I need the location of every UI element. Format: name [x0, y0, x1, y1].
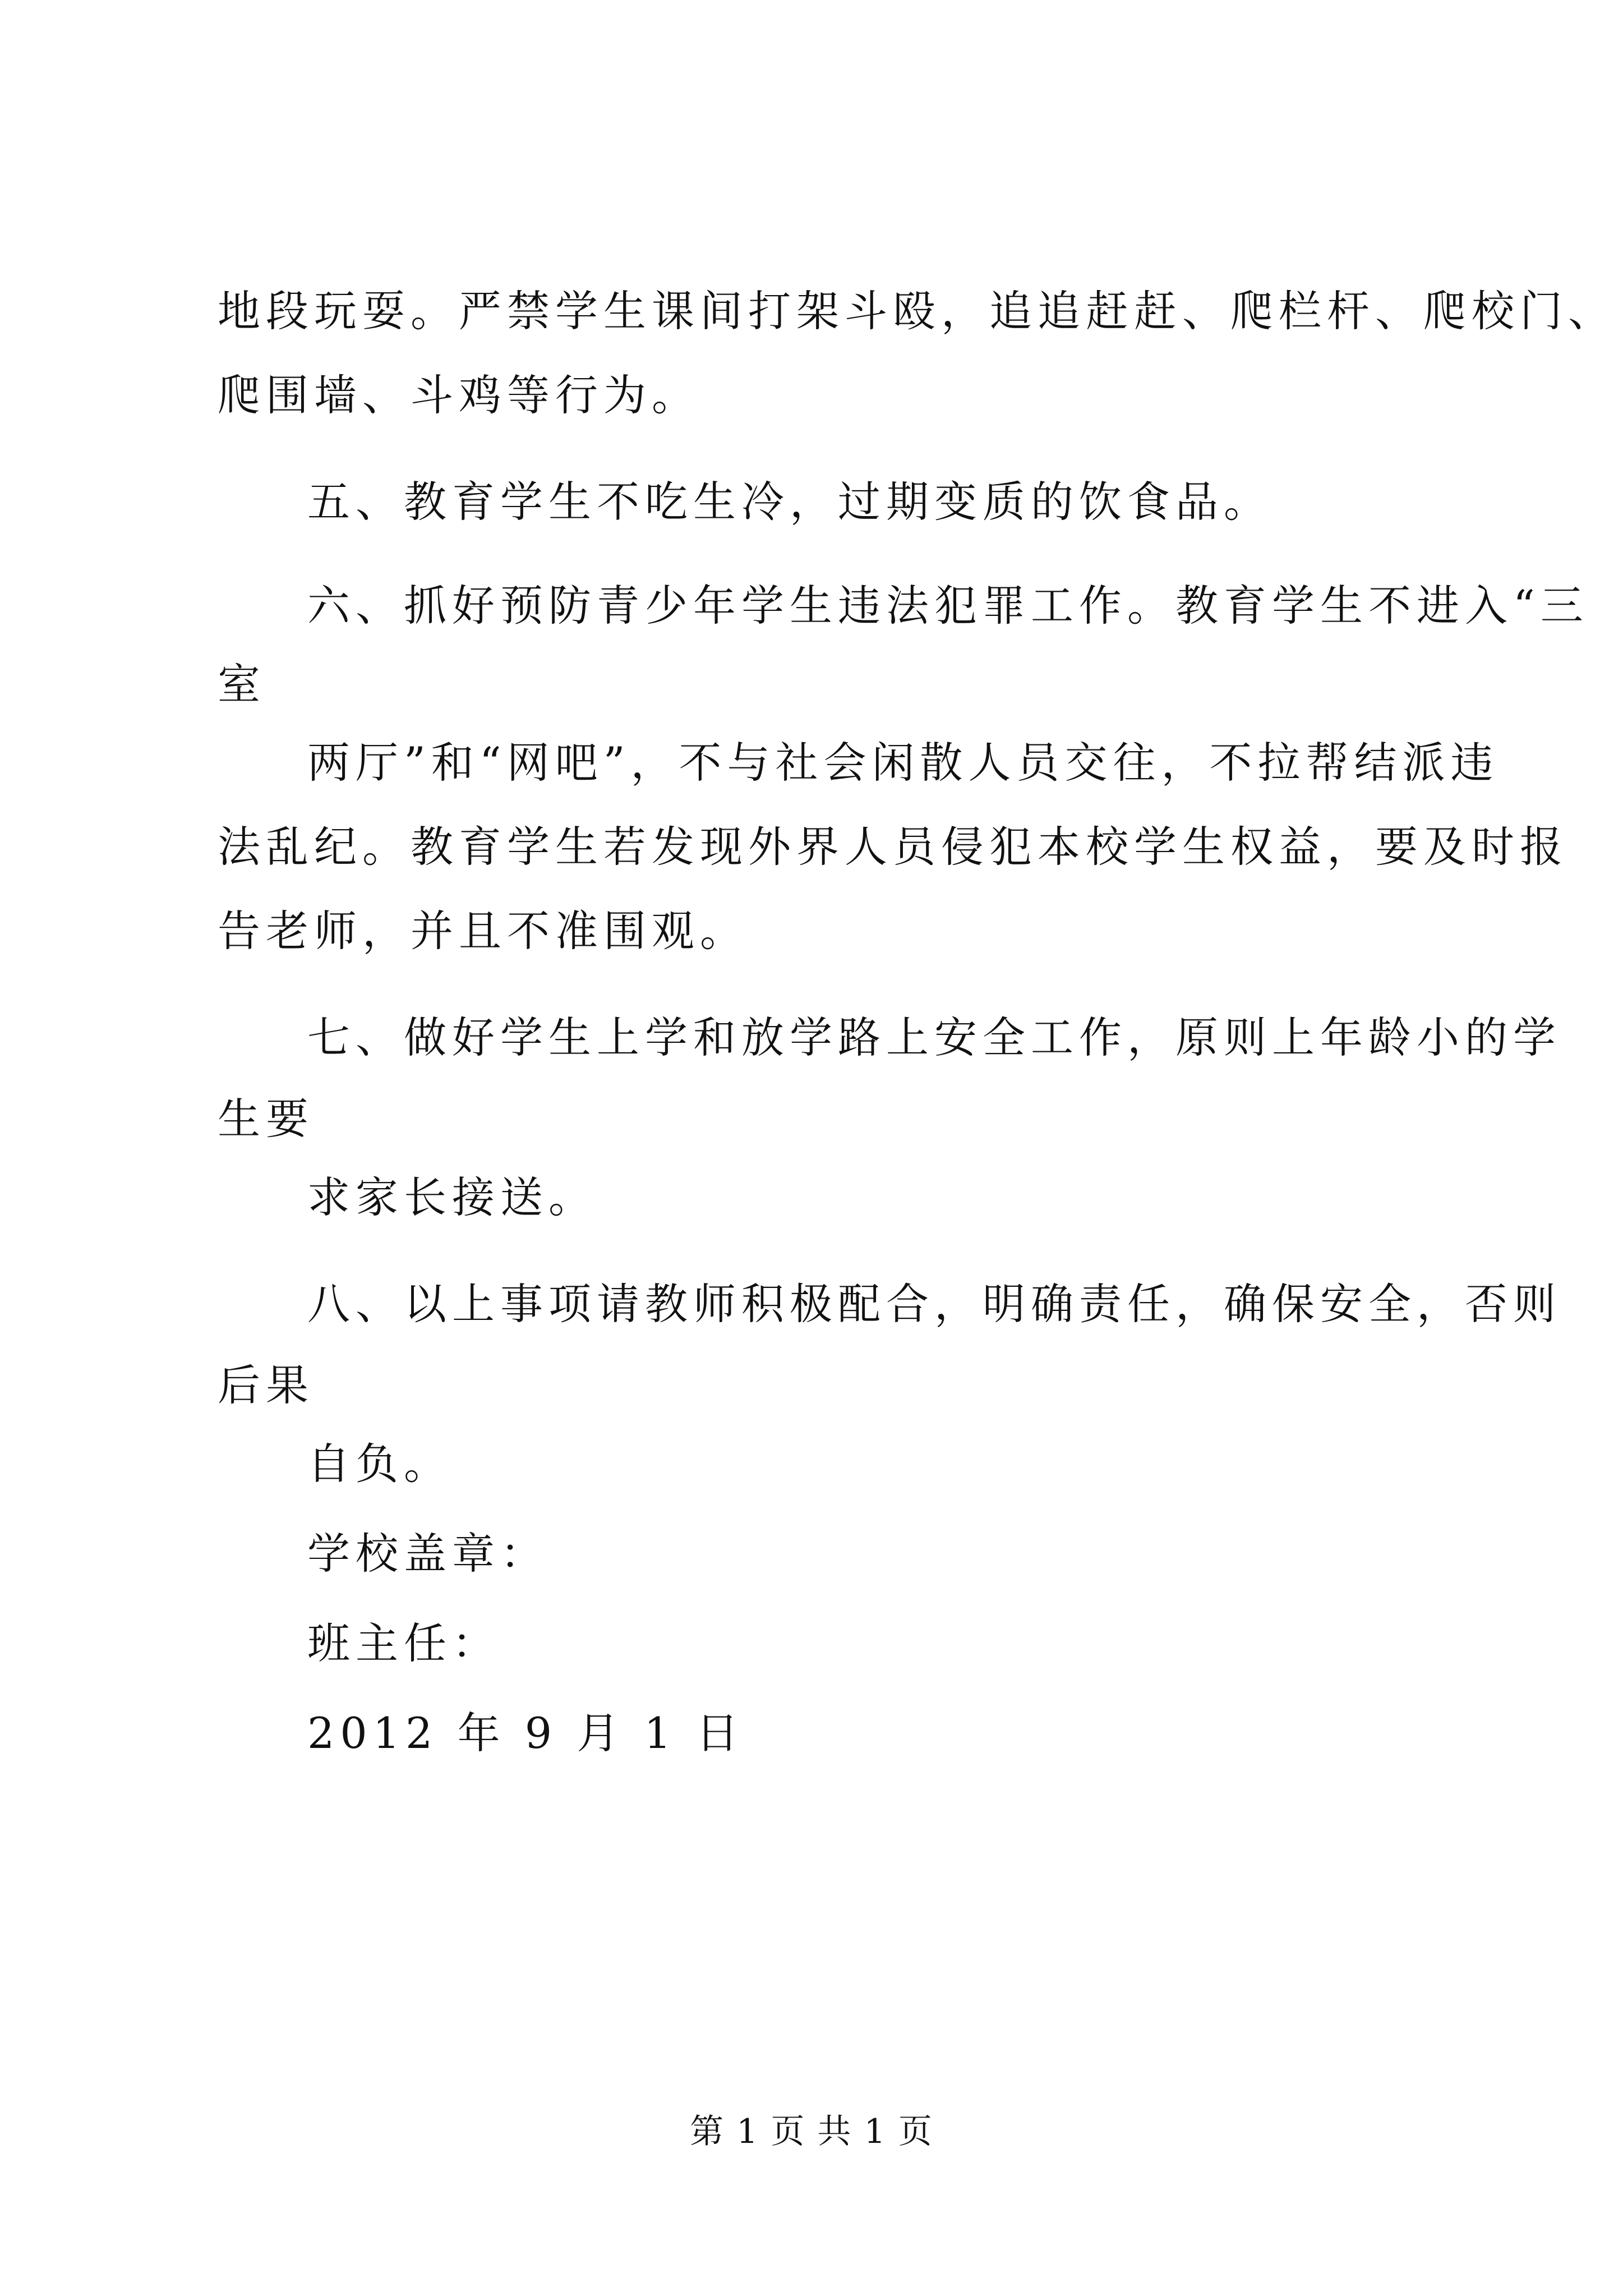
item-six-line-4: 告老师，并且不准围观。 — [218, 906, 748, 956]
item-eight-line-1: 八、以上事项请教师积极配合，明确责任，确保安全，否则 — [307, 1279, 1561, 1329]
item-eight-wrap-tail: 后果 — [218, 1360, 314, 1410]
item-six-line-2: 两厅”和“网吧”，不与社会闲散人员交往，不拉帮结派违 — [307, 738, 1499, 788]
date-line: 2012 年 9 月 1 日 — [307, 1708, 744, 1758]
item-five: 五、教育学生不吃生冷，过期变质的饮食品。 — [307, 477, 1272, 527]
page-footer: 第 1 页 共 1 页 — [690, 2112, 933, 2151]
head-teacher-label: 班主任： — [307, 1618, 500, 1668]
school-seal-label: 学校盖章： — [307, 1529, 548, 1579]
item-six-wrap-tail: 室 — [218, 659, 266, 709]
item-six-line-3: 法乱纪。教育学生若发现外界人员侵犯本校学生权益，要及时报 — [218, 822, 1568, 872]
body-line-2: 爬围墙、斗鸡等行为。 — [218, 370, 700, 420]
item-seven-line-2: 求家长接送。 — [307, 1172, 597, 1222]
item-seven-wrap-tail: 生要 — [218, 1094, 314, 1144]
body-line-1: 地段玩耍。严禁学生课间打架斗殴，追追赶赶、爬栏杆、爬校门、 — [218, 286, 1616, 336]
item-six-text: 六、抓好预防青少年学生违法犯罪工作。教育学生不进入“三 — [307, 581, 1589, 631]
item-eight-line-2: 自负。 — [307, 1439, 452, 1489]
item-seven-line-1: 七、做好学生上学和放学路上安全工作，原则上年龄小的学 — [307, 1013, 1561, 1062]
item-six-line-1 — [307, 578, 1589, 634]
